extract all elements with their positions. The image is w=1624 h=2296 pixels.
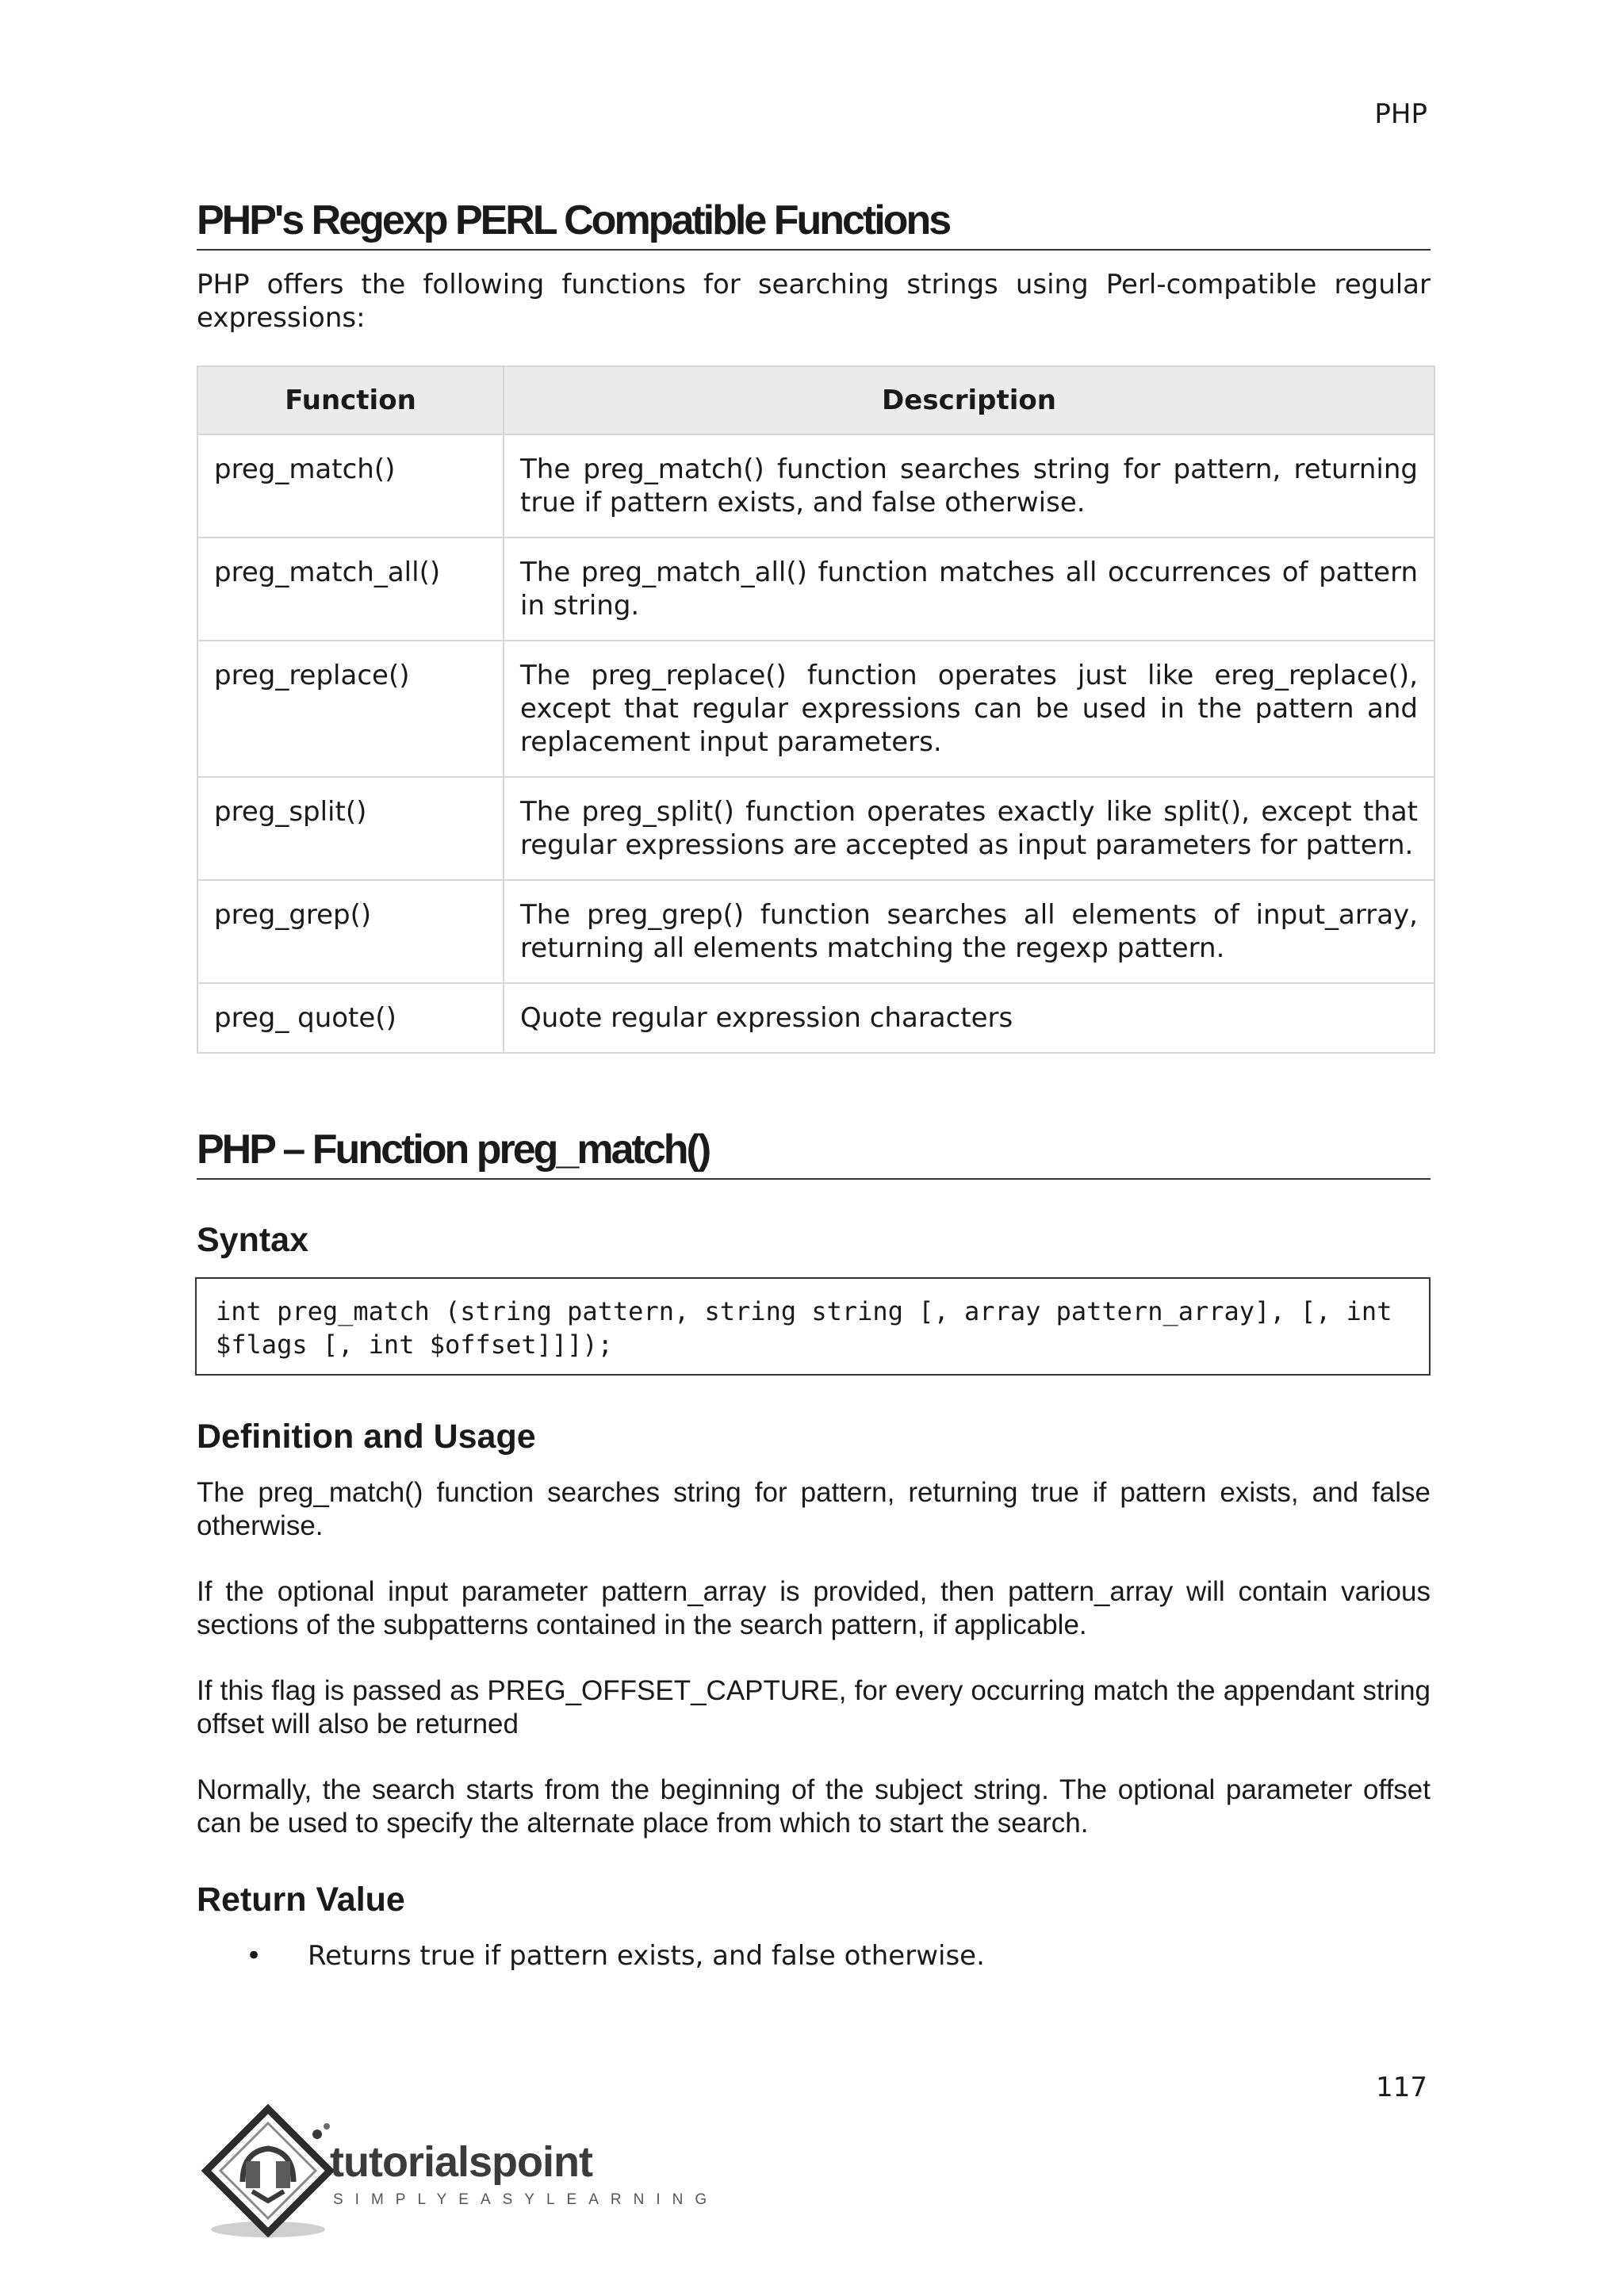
- functions-table: [197, 365, 1435, 1054]
- description-cell: The preg_match() function searches string for pattern, returning true if pattern exists, and false otherwise.: [504, 434, 1434, 538]
- return-value-heading: Return Value: [197, 1881, 405, 1919]
- function-cell: preg_grep(): [197, 880, 504, 983]
- logo-wordmark: tutorialspoint: [330, 2138, 592, 2186]
- table-row: [197, 641, 1434, 777]
- function-cell: preg_split(): [197, 777, 504, 880]
- column-header-description: Description: [504, 366, 1434, 434]
- syntax-heading: Syntax: [197, 1221, 309, 1259]
- definition-paragraph: The preg_match() function searches string for pattern, returning true if pattern exists, and false otherwise.: [197, 1477, 1431, 1541]
- list-item: [197, 1939, 1431, 1973]
- list-item-text: Returns true if pattern exists, and false otherwise.: [308, 1940, 985, 1972]
- definition-heading: Definition and Usage: [197, 1418, 536, 1456]
- function-cell: preg_match(): [197, 434, 504, 538]
- definition-paragraph: If this flag is passed as PREG_OFFSET_CAPTURE, for every occurring match the appendant string offset will also be returned: [197, 1675, 1431, 1739]
- section-heading-preg-match: PHP – Function preg_match(): [197, 1124, 1431, 1180]
- description-cell: The preg_split() function operates exactly like split(), except that regular expressions are accepted as input parameters for pattern.: [504, 777, 1434, 880]
- description-cell: The preg_replace() function operates just like ereg_replace(), except that regular expressions can be used in the pattern and replacement input parameters.: [504, 641, 1434, 777]
- tutorialspoint-logo: [197, 2103, 719, 2245]
- definition-paragraph: Normally, the search starts from the beginning of the subject string. The optional parameter offset can be used to specify the alternate place from which to start the search.: [197, 1774, 1431, 1839]
- column-header-function: Function: [197, 366, 504, 434]
- logo-diamond-icon: [197, 2103, 339, 2245]
- table-header-row: [197, 366, 1434, 434]
- definition-paragraph: If the optional input parameter pattern_array is provided, then pattern_array will contain various sections of the subpatterns contained in the search pattern, if applicable.: [197, 1576, 1431, 1640]
- intro-paragraph: PHP offers the following functions for searching strings using Perl-compatible regular expressions:: [197, 269, 1431, 334]
- function-cell: preg_replace(): [197, 641, 504, 777]
- return-value-list: [197, 1939, 1431, 1973]
- table-row: [197, 538, 1434, 641]
- section-heading-perl-functions: PHP's Regexp PERL Compatible Functions: [197, 195, 1431, 251]
- description-cell: Quote regular expression characters: [504, 983, 1434, 1053]
- table-row: [197, 434, 1434, 538]
- running-header: PHP: [1374, 98, 1427, 130]
- table-row: [197, 983, 1434, 1053]
- page-number: 117: [1376, 2072, 1427, 2103]
- function-cell: preg_match_all(): [197, 538, 504, 641]
- function-cell: preg_ quote(): [197, 983, 504, 1053]
- description-cell: The preg_match_all() function matches all occurrences of pattern in string.: [504, 538, 1434, 641]
- bullet-icon: •: [246, 1940, 262, 1972]
- table-row: [197, 777, 1434, 880]
- description-cell: The preg_grep() function searches all elements of input_array, returning all elements matching the regexp pattern.: [504, 880, 1434, 983]
- syntax-code-block: int preg_match (string pattern, string string [, array pattern_array], [, int $flags [, int $offset]]]);: [195, 1277, 1431, 1376]
- logo-tagline: SIMPLYEASYLEARNING: [333, 2191, 719, 2208]
- table-row: [197, 880, 1434, 983]
